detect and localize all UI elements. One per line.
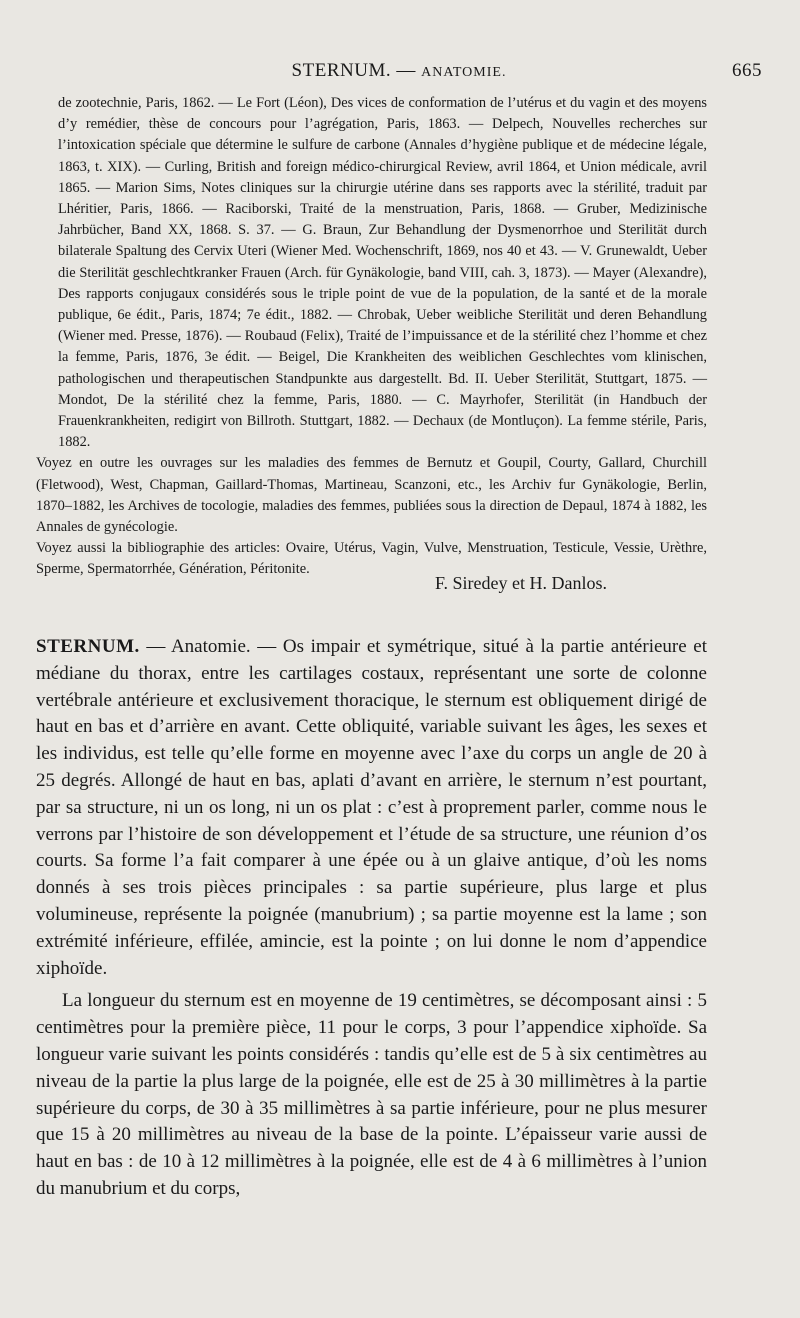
- article-body: [36, 634, 707, 1203]
- running-header: [36, 60, 762, 88]
- article-headword: STERNUM.: [36, 636, 140, 657]
- header-section: ANATOMIE.: [421, 65, 507, 80]
- authors-signature: F. Siredey et H. Danlos.: [434, 573, 607, 593]
- page-number: 665: [732, 60, 762, 81]
- article-paragraph-1: [36, 634, 707, 982]
- bibliography-paragraph: de zootechnie, Paris, 1862. — Le Fort (Léon), Des vices de conformation de l’utérus et du vagin et des moyens d’y remédier, thèse de concours pour l’agrégation, Paris, 1863. — Delpech, Nouvelles recherches sur l’intoxication spéciale que détermine le sulfure de carbone (Annales d’hygiène publique et de médecine légale, 1863, t. XIX). — Curling, British and foreign médico-chirurgical Review, avril 1864, et Union médicale, avril 1865. — Marion Sims, Notes cliniques sur la chirurgie utérine dans ses rapports avec la stérilité, traduit par Lhéritier, Paris, 1866. — Raciborski, Traité de la menstruation, Paris, 1868. — Gruber, Medizinische Jahrbücher, Band XX, 1868. S. 37. — G. Braun, Zur Behandlung der Dysmenorrhoe und Sterilität durch bilaterale Spaltung des Cervix Uteri (Wiener Med. Wochenschrift, 1869, nos 40 et 43. — V. Grunewaldt, Ueber die Sterilität geschlechtkranker Frauen (Arch. für Gynäkologie, band VIII, cah. 3, 1873). — Mayer (Alexandre), Des rapports conjugaux considérés sous le triple point de vue de la population, de la santé et de la morale publique, 6e édit., Paris, 1874; 7e édit., 1882. — Chrobak, Ueber weibliche Sterilität und deren Behandlung (Wiener med. Presse, 1876). — Roubaud (Felix), Traité de l’impuissance et de la stérilité chez l’homme et chez la femme, Paris, 1876, 3e édit. — Beigel, Die Krankheiten des weiblichen Geschlechtes vom klinischen, pathologischen und therapeutischen Standpunkte aus dargestellt. Bd. II. Ueber Sterilität, Stuttgart, 1875. — Mondot, De la stérilité chez la femme, Paris, 1880. — C. Mayrhofer, Sterilität (in Handbuch der Frauenkrankheiten, redigirt von Billroth. Stuttgart, 1882. — Dechaux (de Montluçon). La femme stérile, Paris, 1882.: [58, 95, 707, 451]
- running-title: [36, 60, 762, 82]
- bibliography-section: [36, 93, 707, 581]
- article-paragraph-1-text: — Anatomie. — Os impair et symétrique, situé à la partie antérieure et médiane du thorax, entre les cartilages costaux, représentant une sorte de colonne vertébrale antérieure et exclusivement thoracique, le sternum est obliquement dirigé de haut en bas et d’arrière en avant. Cette obliquité, variable suivant les âges, les sexes et les individus, est telle qu’elle forme en moyenne avec l’axe du corps un angle de 20 à 25 degrés. Allongé de haut en bas, aplati d’avant en arrière, le sternum n’est pourtant, par sa structure, ni un os long, ni un os plat : c’est à proprement parler, comme nous le verrons par l’histoire de son développement et l’étude de sa structure, une réunion d’os courts. Sa forme l’a fait comparer à une épée ou à un glaive antique, d’où les noms donnés à ses trois pièces principales : sa partie supérieure, plus large et plus volumineuse, représente la poignée (manubrium) ; sa partie moyenne est la lame ; son extrémité inférieure, effilée, amincie, est la pointe ; on lui donne le nom d’appendice xiphoïde.: [36, 636, 707, 979]
- bibliography-see-articles: Voyez aussi la bibliographie des articles: Ovaire, Utérus, Vagin, Vulve, Menstruation, Testicule, Vessie, Urèthre, Sperme, Spermatorrhée, Génération, Péritonite.: [36, 540, 707, 578]
- header-dash: —: [396, 60, 416, 81]
- article-paragraph-2: La longueur du sternum est en moyenne de 19 centimètres, se décomposant ainsi : 5 centimètres pour la première pièce, 11 pour le corps, 3 pour l’appendice xiphoïde. Sa longueur varie suivant les points considérés : tandis qu’elle est de 5 à six centimètres au niveau de la partie la plus large de la poignée, elle est de 25 à 30 millimètres à la partie supérieure du corps, de 30 à 35 millimètres à sa partie inférieure, pour ne plus mesurer que 15 à 20 millimètres au niveau de la base de la pointe. L’épaisseur varie aussi de haut en bas : de 10 à 12 millimètres à la poignée, elle est de 4 à 6 millimètres à l’union du manubrium et du corps,: [36, 990, 707, 1199]
- header-title-main: STERNUM.: [291, 60, 392, 81]
- bibliography-see-also: Voyez en outre les ouvrages sur les maladies des femmes de Bernutz et Goupil, Courty, Gallard, Churchill (Fletwood), West, Chapman, Gaillard-Thomas, Martineau, Scanzoni, etc., les Archiv fur Gynäkologie, Berlin, 1870–1882, les Archives de tocologie, maladies des femmes, publiées sous la direction de Depaul, 1874 à 1882, les Annales de gynécologie.: [36, 455, 707, 536]
